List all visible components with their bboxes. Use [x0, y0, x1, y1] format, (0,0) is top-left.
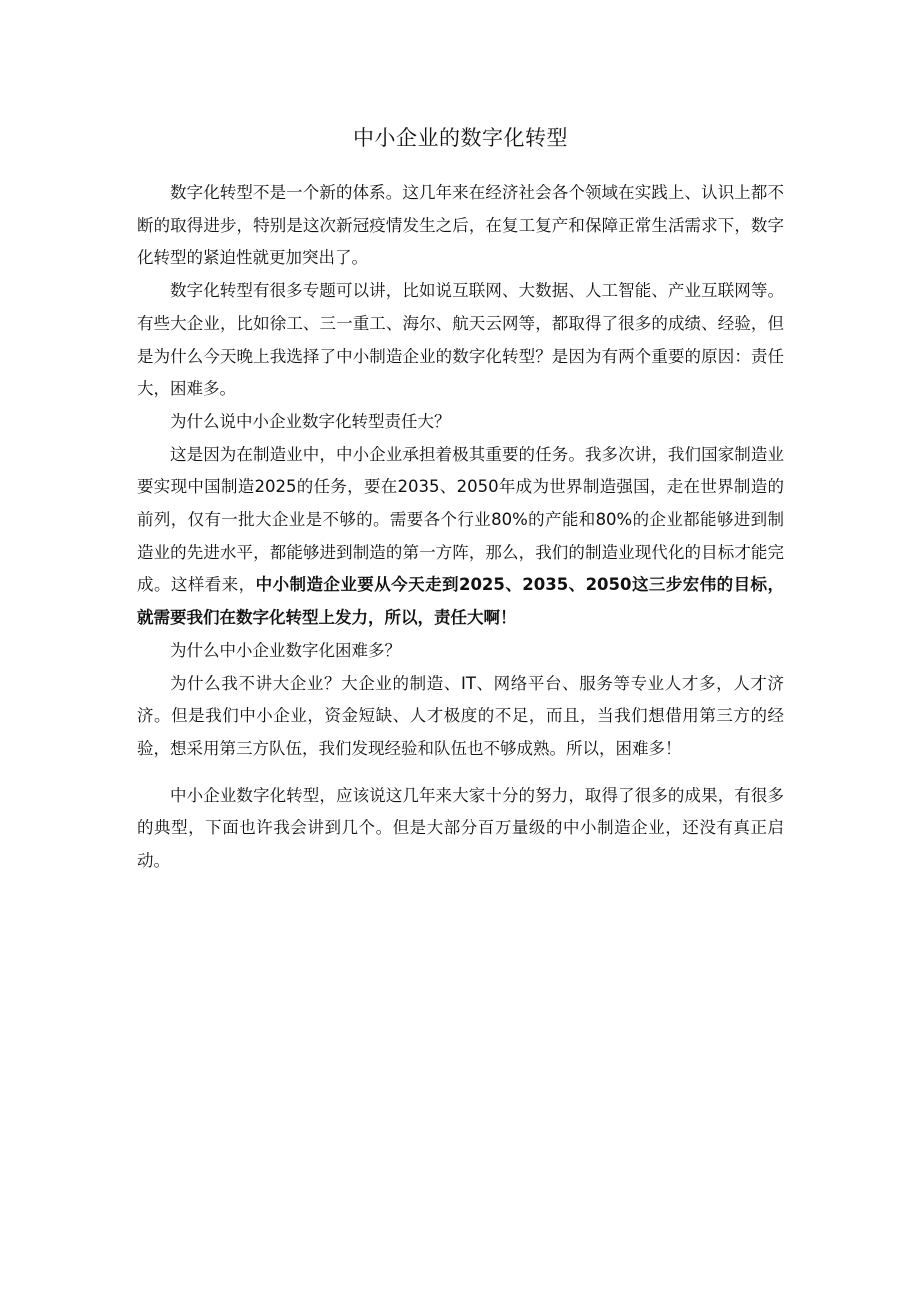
question-responsibility: 为什么说中小企业数字化转型责任大？: [170, 411, 451, 431]
responsibility-text: 这是因为在制造业中，中小企业承担着极其重要的任务。我多次讲，我们国家制造业要实现中国制造2025的任务，要在2035、2050年成为世界制造强国，走在世界制造的前列，仅有一批大企业是不够的。需要各个行业80%的产能和80%的企业都能够进到制造业的先进水平，都能够进到制造的第一方阵，那么，我们的制造业现代化的目标才能完成。这样看来，: [137, 444, 784, 595]
paragraph-conclusion: 中小企业数字化转型，应该说这几年来大家十分的努力，取得了很多的成果，有很多的典型，下面也许我会讲到几个。但是大部分百万量级的中小制造企业，还没有真正启动。: [137, 785, 784, 871]
paragraph-intro: 数字化转型不是一个新的体系。这几年来在经济社会各个领域在实践上、认识上都不断的取得进步，特别是这次新冠疫情发生之后，在复工复产和保障正常生活需求下，数字化转型的紧迫性就更加突出了。: [137, 183, 784, 268]
paragraph-responsibility: [137, 439, 784, 635]
question-difficulty: 为什么中小企业数字化困难多？: [170, 640, 401, 660]
paragraph-difficulty: 为什么我不讲大企业？大企业的制造、IT、网络平台、服务等专业人才多，人才济济。但是我们中小企业，资金短缺、人才极度的不足，而且，当我们想借用第三方的经验，想采用第三方队伍，我们发现经验和队伍也不够成熟。所以，困难多！: [137, 673, 784, 758]
responsibility-emphasis: 中小制造企业要从今天走到2025、2035、2050这三步宏伟的目标，就需要我们在数字化转型上发力，所以，责任大啊！: [137, 575, 785, 628]
paragraph-topics: 数字化转型有很多专题可以讲，比如说互联网、大数据、人工智能、产业互联网等。有些大企业，比如徐工、三一重工、海尔、航天云网等，都取得了很多的成绩、经验，但是为什么今天晚上我选择了中小制造企业的数字化转型？是因为有两个重要的原因：责任大，困难多。: [137, 281, 784, 399]
document-title: 中小企业的数字化转型: [353, 126, 568, 150]
